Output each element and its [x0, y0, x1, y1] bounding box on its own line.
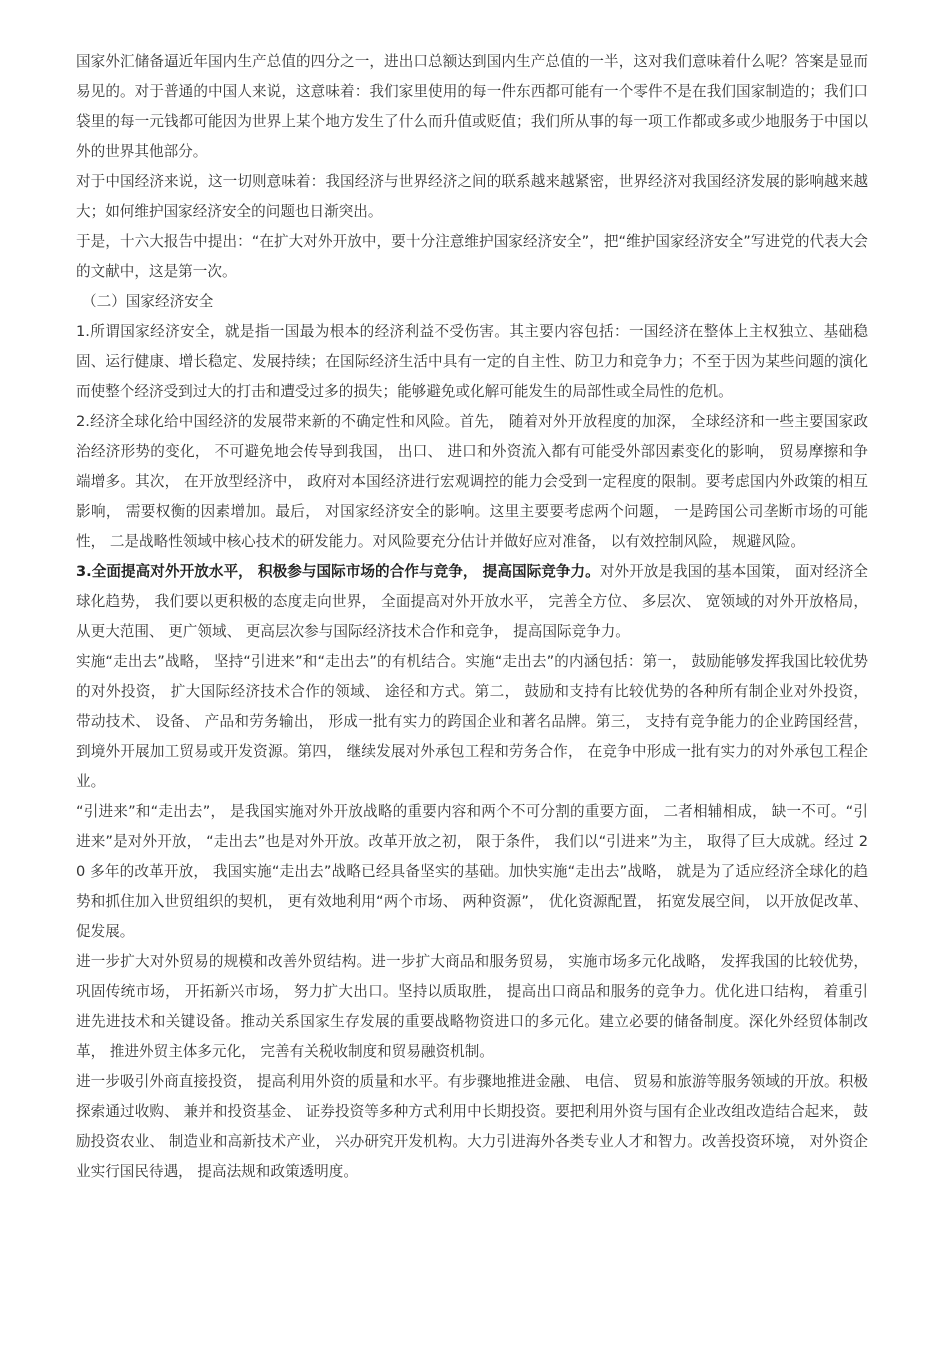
paragraph-economy-meaning: 对于中国经济来说，这一切则意味着：我国经济与世界经济之间的联系越来越紧密，世界经济对我国经济发展的影响越来越大；如何维护国家经济安全的问题也日渐突出。	[76, 173, 868, 220]
paragraph-bring-in-go-out: “引进来”和“走出去”， 是我国实施对外开放战略的重要内容和两个不可分割的重要方面， 二者相辅相成， 缺一不可。“引进来”是对外开放， “走出去”也是对外开放。改革开放之初， 限于条件， 我们以“引进来”为主， 取得了巨大成就。经过 20 多年的改革开放， 我国实施“走出去”战略已经具备坚实的基础。加快实施“走出去”战略， 就是为了适应经济全球化的趋势和抓住加入世贸组织的契机， 更有效地利用“两个市场、 两种资源”， 优化资源配置， 拓宽发展空间， 以开放促改革、 促发展。	[76, 803, 868, 940]
item-3-body: 对外开放是我国的基本国策， 面对经济全球化趋势， 我们要以更积极的态度走向世界， 全面提高对外开放水平， 完善全方位、 多层次、 宽领域的对外开放格局， 从更大范围、 更广领域、 更高层次参与国际经济技术合作和竞争， 提高国际竞争力。	[76, 563, 868, 640]
paragraph-foreign-investment: 进一步吸引外商直接投资， 提高利用外资的质量和水平。有步骤地推进金融、 电信、 贸易和旅游等服务领域的开放。积极探索通过收购、 兼并和投资基金、 证券投资等多种方式利用中长期投资。要把利用外资与国有企业改组改造结合起来， 鼓励投资农业、 制造业和高新技术产业， 兴办研究开发机构。大力引进海外各类专业人才和智力。改善投资环境， 对外资企业实行国民待遇， 提高法规和政策透明度。	[76, 1073, 868, 1180]
item-3-lead: 3.全面提高对外开放水平， 积极参与国际市场的合作与竞争， 提高国际竞争力。	[76, 563, 600, 580]
paragraph-foreign-trade: 进一步扩大对外贸易的规模和改善外贸结构。进一步扩大商品和服务贸易， 实施市场多元化战略， 发挥我国的比较优势， 巩固传统市场， 开拓新兴市场， 努力扩大出口。坚持以质取胜， 提高出口商品和服务的竞争力。优化进口结构， 着重引进先进技术和关键设备。推动关系国家生存发展的重要战略物资进口的多元化。建立必要的储备制度。深化外经贸体制改革， 推进外贸主体多元化， 完善有关税收制度和贸易融资机制。	[76, 953, 868, 1060]
item-2-risks: 2.经济全球化给中国经济的发展带来新的不确定性和风险。首先， 随着对外开放程度的加深， 全球经济和一些主要国家政治经济形势的变化， 不可避免地会传导到我国， 出口、 进口和外资流入都有可能受外部因素变化的影响， 贸易摩擦和争端增多。其次， 在开放型经济中， 政府对本国经济进行宏观调控的能力会受到一定程度的限制。要考虑国内外政策的相互影响， 需要权衡的因素增加。最后， 对国家经济安全的影响。这里主要要考虑两个问题， 一是跨国公司垄断市场的可能性， 二是战略性领域中核心技术的研发能力。对风险要充分估计并做好应对准备， 以有效控制风险， 规避风险。	[76, 413, 868, 550]
paragraph-going-out: 实施“走出去”战略， 坚持“引进来”和“走出去”的有机结合。实施“走出去”的内涵包括：第一， 鼓励能够发挥我国比较优势的对外投资， 扩大国际经济技术合作的领域、 途径和方式。第二， 鼓励和支持有比较优势的各种所有制企业对外投资， 带动技术、 设备、 产品和劳务输出， 形成一批有实力的跨国企业和著名品牌。第三， 支持有竞争能力的企业跨国经营， 到境外开展加工贸易或开发资源。第四， 继续发展对外承包工程和劳务合作， 在竞争中形成一批有实力的对外承包工程企业。	[76, 653, 868, 790]
paragraph-sixteenth-congress: 于是，十六大报告中提出：“在扩大对外开放中，要十分注意维护国家经济安全”，把“维护国家经济安全”写进党的代表大会的文献中，这是第一次。	[76, 233, 868, 280]
item-3-opening-up	[76, 557, 868, 647]
item-1-definition: 1.所谓国家经济安全，就是指一国最为根本的经济利益不受伤害。其主要内容包括：一国经济在整体上主权独立、基础稳固、运行健康、增长稳定、发展持续；在国际经济生活中具有一定的自主性、防卫力和竞争力；不至于因为某些问题的演化而使整个经济受到过大的打击和遭受过多的损失；能够避免或化解可能发生的局部性或全局性的危机。	[76, 323, 868, 400]
section-heading: （二）国家经济安全	[82, 293, 214, 310]
document-page	[76, 47, 868, 1187]
paragraph-intro: 国家外汇储备逼近年国内生产总值的四分之一，进出口总额达到国内生产总值的一半，这对我们意味着什么呢？答案是显而易见的。对于普通的中国人来说，这意味着：我们家里使用的每一件东西都可能有一个零件不是在我们国家制造的；我们口袋里的每一元钱都可能因为世界上某个地方发生了什么而升值或贬值；我们所从事的每一项工作都或多或少地服务于中国以外的世界其他部分。	[76, 53, 868, 160]
